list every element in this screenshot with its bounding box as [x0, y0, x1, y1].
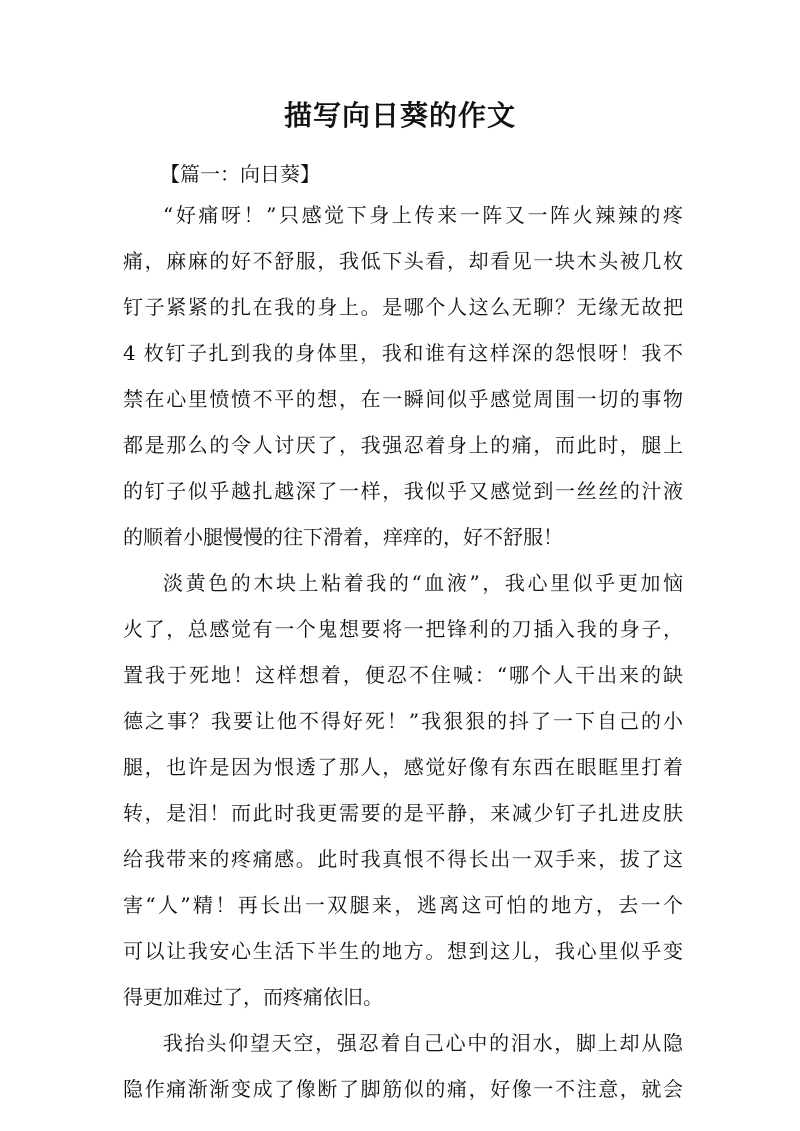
text-line: 我抬头仰望天空，强忍着自己心中的泪水，脚上却从隐: [163, 1031, 683, 1055]
text-line: 害“人”精！再长出一双腿来，逃离这可怕的地方，去一个: [123, 893, 683, 917]
document-title: 描写向日葵的作文: [283, 99, 516, 132]
text-line: 淡黄色的木块上粘着我的“血液”，我心里似乎更加恼: [163, 571, 683, 595]
text-line: “好痛呀！”只感觉下身上传来一阵又一阵火辣辣的疼: [163, 203, 683, 227]
text-line: 的顺着小腿慢慢的往下滑着，痒痒的，好不舒服！: [123, 525, 563, 549]
text-line: 的钉子似乎越扎越深了一样，我似乎又感觉到一丝丝的汁液: [123, 479, 683, 503]
text-line: 火了，总感觉有一个鬼想要将一把锋利的刀插入我的身子，: [123, 617, 683, 641]
text-line: 可以让我安心生活下半生的地方。想到这儿，我心里似乎变: [123, 939, 683, 963]
text-line: 痛，麻麻的好不舒服，我低下头看，却看见一块木头被几枚: [123, 249, 683, 273]
text-line: 禁在心里愤愤不平的想，在一瞬间似乎感觉周围一切的事物: [123, 387, 683, 411]
text-line: 给我带来的疼痛感。此时我真恨不得长出一双手来，拔了这: [123, 847, 683, 871]
text-line: 钉子紧紧的扎在我的身上。是哪个人这么无聊？无缘无故把: [123, 295, 683, 319]
text-line: 得更加难过了，而疼痛依旧。: [123, 985, 383, 1009]
text-line: 德之事？我要让他不得好死！”我狠狠的抖了一下自己的小: [123, 709, 683, 733]
section-heading: 【篇一：向日葵】: [160, 162, 320, 186]
text-line: 腿，也许是因为恨透了那人，感觉好像有东西在眼眶里打着: [123, 755, 683, 779]
text-line: 转，是泪！而此时我更需要的是平静，来减少钉子扎进皮肤: [123, 801, 683, 825]
text-line: 4 枚钉子扎到我的身体里，我和谁有这样深的怨恨呀！我不: [123, 341, 683, 365]
text-line: 置我于死地！这样想着，便忍不住喊：“哪个人干出来的缺: [123, 663, 683, 687]
text-line: 都是那么的令人讨厌了，我强忍着身上的痛，而此时，腿上: [123, 433, 683, 457]
text-line: 隐作痛渐渐变成了像断了脚筋似的痛，好像一不注意，就会: [123, 1077, 683, 1101]
